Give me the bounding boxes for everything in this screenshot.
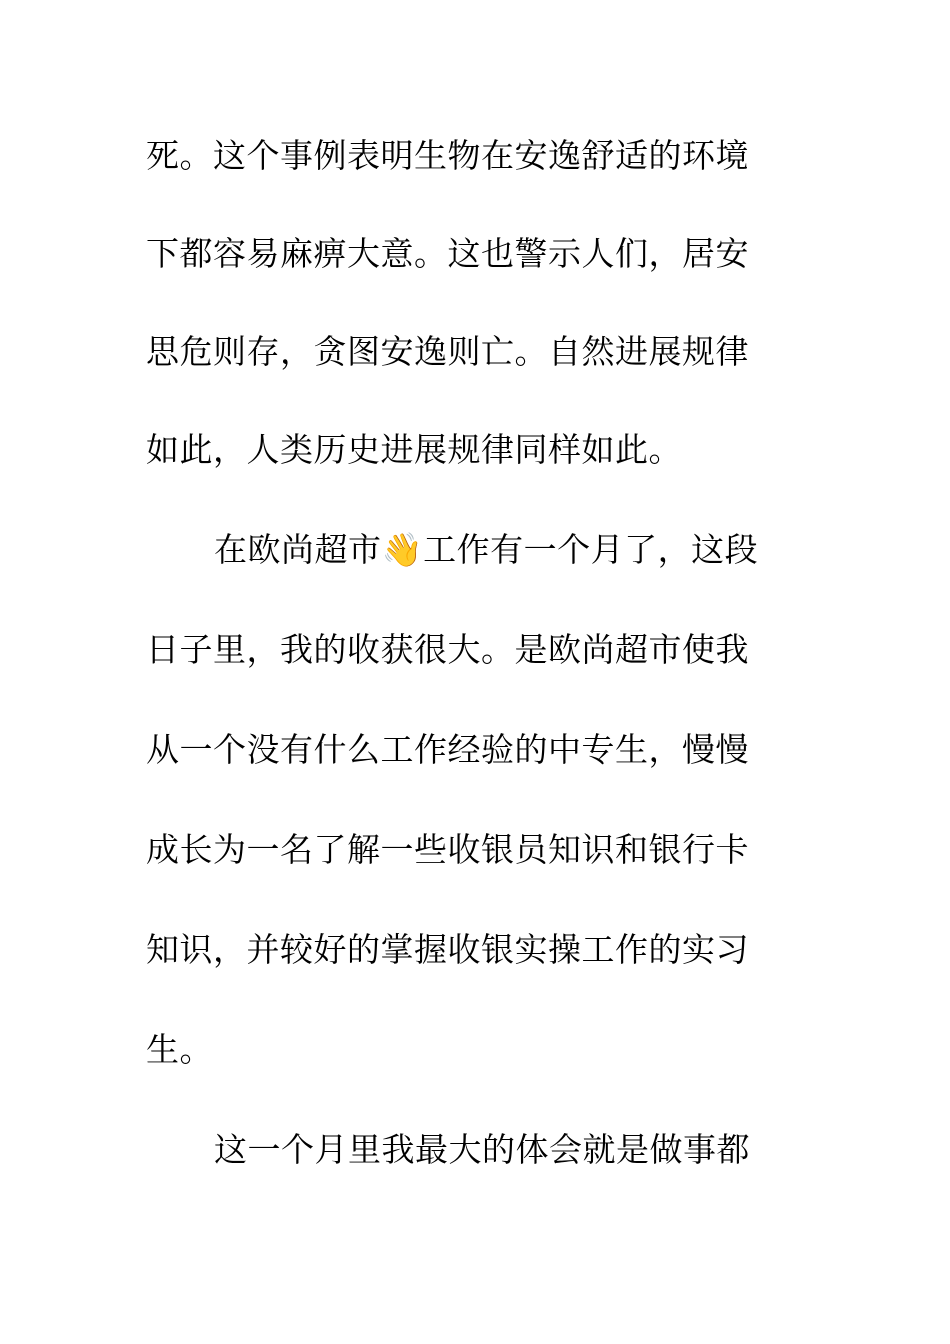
text-line: 从一个没有什么工作经验的中专生，慢慢: [146, 730, 749, 769]
text-line: 死。这个事例表明生物在安逸舒适的环境: [146, 136, 749, 175]
paragraph-first-line: 在欧尚超市👋工作有一个月了，这段: [214, 530, 759, 569]
text-line: 下都容易麻痹大意。这也警示人们，居安: [146, 234, 749, 273]
paragraph-first-line: 这一个月里我最大的体会就是做事都: [214, 1130, 750, 1169]
text-line: 日子里，我的收获很大。是欧尚超市使我: [146, 630, 749, 669]
text-line: 成长为一名了解一些收银员知识和银行卡: [146, 830, 749, 869]
text-line: 生。: [146, 1030, 213, 1069]
text-line: 思危则存，贪图安逸则亡。自然进展规律: [146, 332, 749, 371]
text-line: 知识，并较好的掌握收银实操工作的实习: [146, 930, 749, 969]
text-line: 如此，人类历史进展规律同样如此。: [146, 430, 682, 469]
